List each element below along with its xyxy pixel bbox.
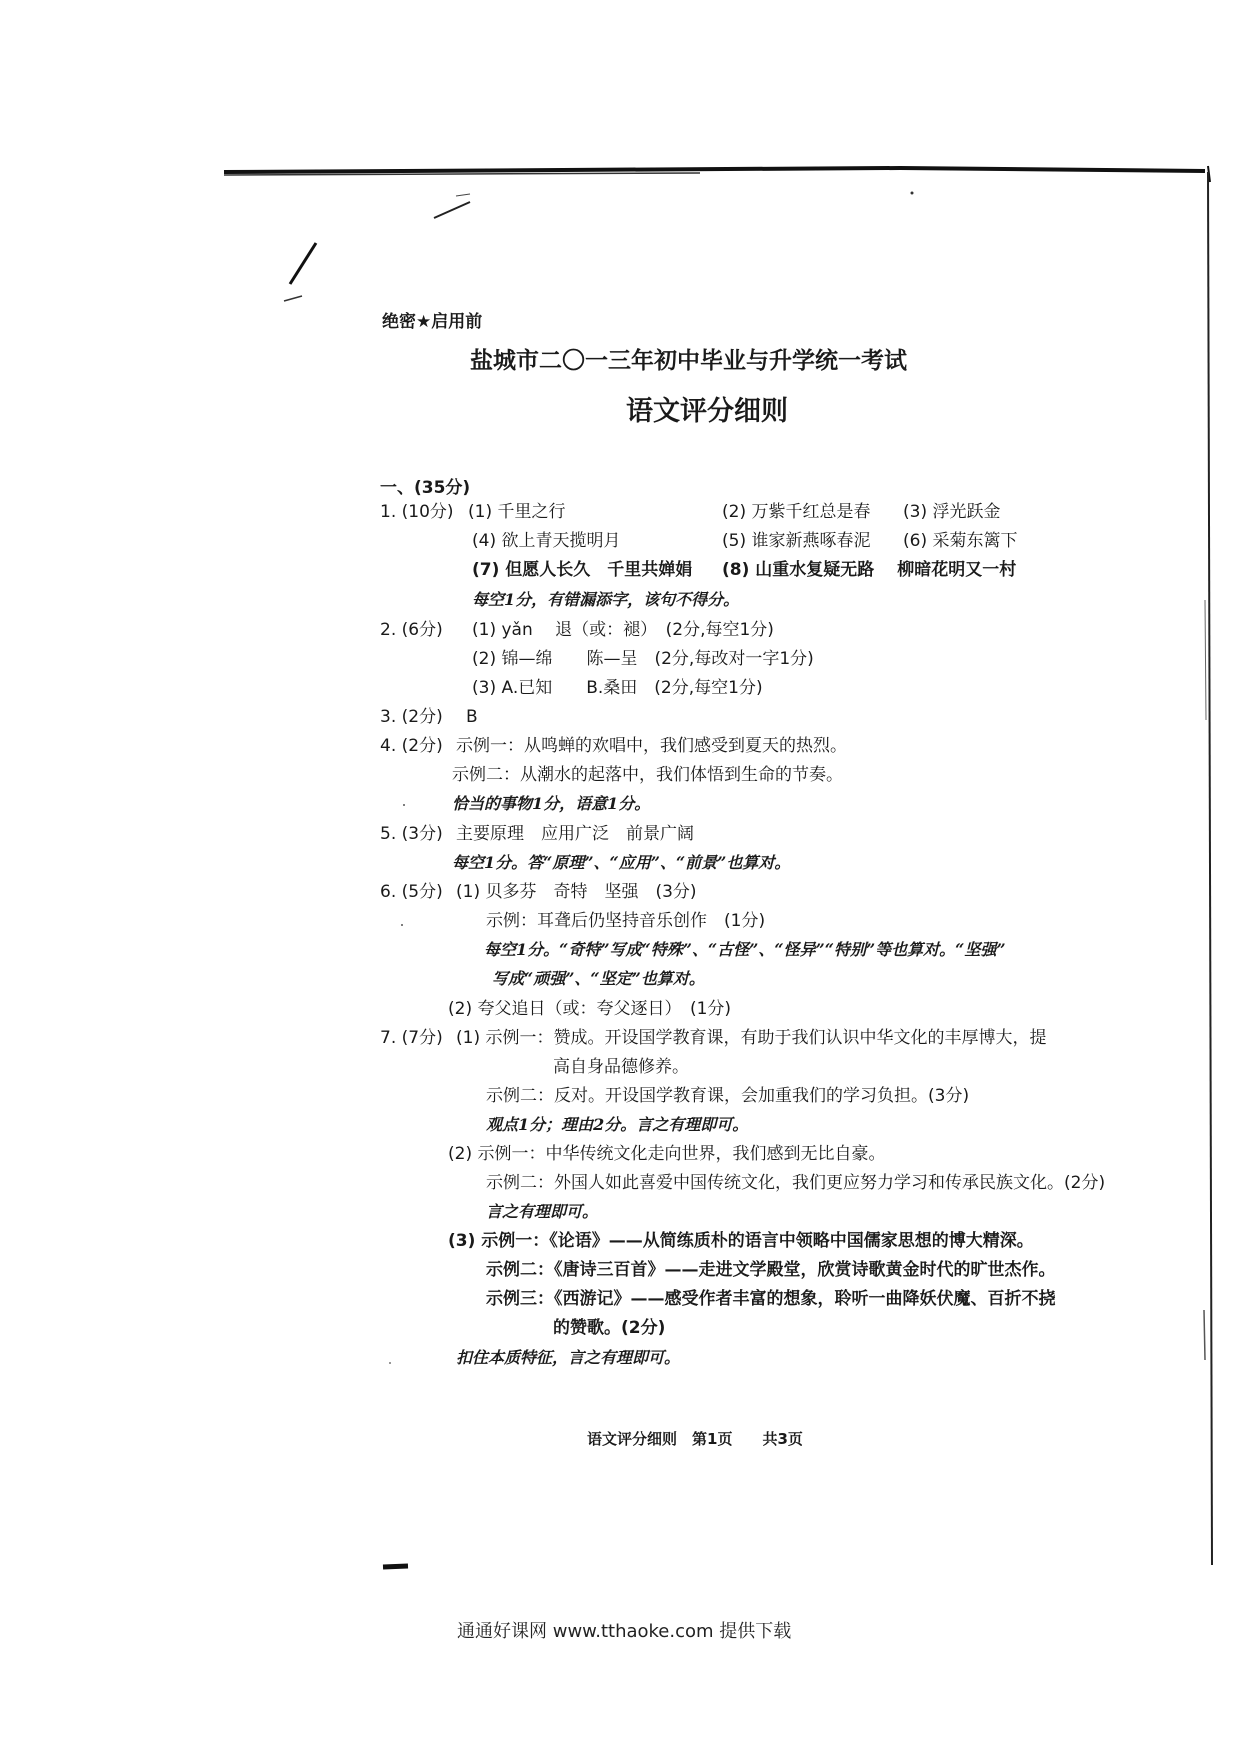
q6-scoring-rule: 每空1分。“奇特”写成“特殊”、“古怪”、“怪异”“特别”等也算对。“坚强” xyxy=(484,940,1006,959)
q1-answer-6: (6) 采菊东篱下 xyxy=(903,531,1018,551)
q2-answer-1: (1) yǎn 退（或：褪） (2分,每空1分) xyxy=(472,620,774,640)
q1-answer-1: (1) 千里之行 xyxy=(468,502,566,522)
question-5-label: 5. (3分) xyxy=(380,824,443,844)
q7-part1-example-2: 示例二：反对。开设国学教育课，会加重我们的学习负担。(3分) xyxy=(486,1086,970,1106)
q1-answer-8: (8) 山重水复疑无路 柳暗花明又一村 xyxy=(722,560,1017,580)
q1-answer-4: (4) 欲上青天揽明月 xyxy=(472,531,621,551)
q3-answer: B xyxy=(466,707,478,727)
q4-example-2: 示例二：从潮水的起落中，我们体悟到生命的节奏。 xyxy=(452,765,843,785)
q1-answer-2: (2) 万紫千红总是春 xyxy=(722,502,871,522)
question-7-label: 7. (7分) xyxy=(380,1028,443,1048)
q7-part1-example-1-cont: 高自身品德修养。 xyxy=(553,1057,689,1077)
q1-answer-5: (5) 谁家新燕啄春泥 xyxy=(722,531,871,551)
top-edge-line xyxy=(224,168,1205,172)
q7-part2-rule: 言之有理即可。 xyxy=(486,1202,599,1221)
question-2-label: 2. (6分) xyxy=(380,620,443,640)
document-title: 语文评分细则 xyxy=(626,396,788,427)
q7-part3-example-3: 示例三：《西游记》——感受作者丰富的想象，聆听一曲降妖伏魔、百折不挠 xyxy=(486,1289,1056,1309)
q7-part3-example-3-cont: 的赞歌。(2分) xyxy=(553,1318,666,1338)
q5-scoring-rule: 每空1分。答“原理”、“应用”、“前景”也算对。 xyxy=(452,853,791,872)
q1-answer-3: (3) 浮光跃金 xyxy=(903,502,1001,522)
question-4-label: 4. (2分) xyxy=(380,736,443,756)
question-3-label: 3. (2分) xyxy=(380,707,443,727)
q2-answer-2: (2) 锦—绵 陈—呈 (2分,每改对一字1分) xyxy=(472,649,814,669)
q7-part1-example-1: (1) 示例一：赞成。开设国学教育课，有助于我们认识中华文化的丰厚博大，提 xyxy=(456,1028,1047,1048)
exam-title: 盐城市二〇一三年初中毕业与升学统一考试 xyxy=(470,348,907,374)
q4-example-1: 示例一：从鸣蝉的欢唱中，我们感受到夏天的热烈。 xyxy=(456,736,847,756)
q6-scoring-rule-cont: 写成“顽强”、“坚定”也算对。 xyxy=(492,969,705,988)
confidential-label: 绝密★启用前 xyxy=(382,312,483,332)
pen-stroke-mark xyxy=(290,243,316,284)
q7-part3-rule: 扣住本质特征，言之有理即可。 xyxy=(456,1348,681,1367)
q6-answer-1: (1) 贝多芬 奇特 坚强 (3分) xyxy=(456,882,697,902)
page-footer: 语文评分细则 第1页 共3页 xyxy=(587,1430,803,1448)
q6-answer-2: (2) 夸父追日（或：夸父逐日） (1分) xyxy=(448,999,732,1019)
q2-answer-3: (3) A.已知 B.桑田 (2分,每空1分) xyxy=(472,678,763,698)
q7-part3-example-1: (3) 示例一：《论语》——从简练质朴的语言中领略中国儒家思想的博大精深。 xyxy=(448,1231,1034,1251)
q7-part2-example-1: (2) 示例一：中华传统文化走向世界，我们感到无比自豪。 xyxy=(448,1144,886,1164)
section-heading: 一、(35分) xyxy=(380,478,471,498)
q4-scoring-rule: 恰当的事物1分，语意1分。 xyxy=(452,794,651,813)
download-credit: 通通好课网 www.tthaoke.com 提供下载 xyxy=(457,1621,792,1642)
q6-example: 示例：耳聋后仍坚持音乐创作 (1分) xyxy=(486,911,766,931)
question-6-label: 6. (5分) xyxy=(380,882,443,902)
q1-answer-7: (7) 但愿人长久 千里共婵娟 xyxy=(472,560,693,580)
q1-scoring-rule: 每空1分，有错漏添字，该句不得分。 xyxy=(472,590,740,609)
q7-part2-example-2: 示例二：外国人如此喜爱中国传统文化，我们更应努力学习和传承民族文化。(2分) xyxy=(486,1173,1106,1193)
question-1-label: 1. (10分) xyxy=(380,502,454,522)
q5-answer: 主要原理 应用广泛 前景广阔 xyxy=(456,824,694,844)
q7-part3-example-2: 示例二：《唐诗三百首》——走进文学殿堂，欣赏诗歌黄金时代的旷世杰作。 xyxy=(486,1260,1056,1280)
q7-part1-rule: 观点1分；理由2分。言之有理即可。 xyxy=(486,1115,749,1134)
